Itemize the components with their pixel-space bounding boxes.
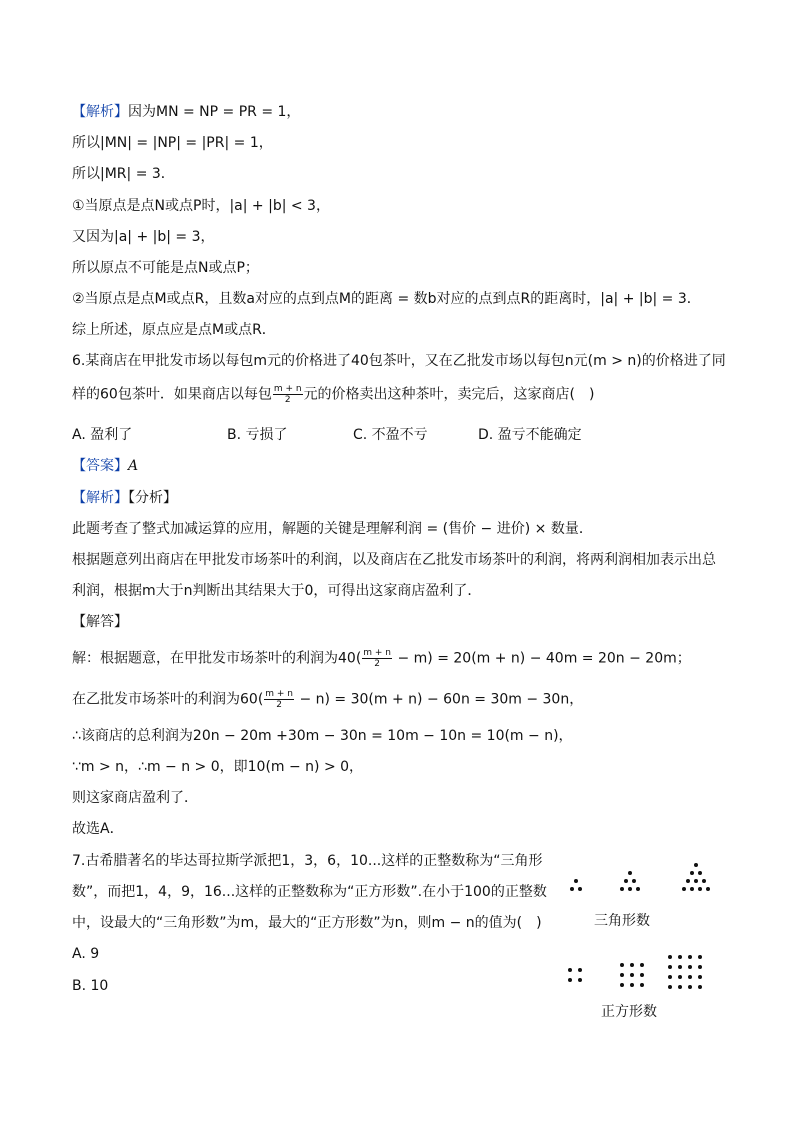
dot (630, 973, 634, 977)
dot (620, 887, 624, 891)
dot (698, 871, 702, 875)
q6-solution-line-6: 故选A． (72, 821, 124, 837)
dot (578, 978, 582, 982)
dot (694, 863, 698, 867)
solution-text: − m) = 20(m + n) − 40m = 20n − 20m； (393, 650, 691, 667)
dot (578, 887, 582, 891)
dot (568, 978, 572, 982)
dot (678, 975, 682, 979)
fraction (264, 689, 294, 710)
analysis-line-3: 所以|MR| = 3． (72, 166, 175, 182)
dot (632, 879, 636, 883)
answer-value: A (128, 458, 139, 474)
dot (690, 871, 694, 875)
dot (688, 965, 692, 969)
q7-option-b: B. 10 (72, 978, 109, 994)
q7-option-a: A. 9 (72, 946, 100, 962)
triangle-numbers-label: 三角形数 (594, 913, 650, 929)
dot (698, 985, 702, 989)
analysis-line-1 (72, 102, 300, 122)
dot (630, 983, 634, 987)
dot (706, 887, 710, 891)
analysis-line-7: ②当原点是点M或点R，且数a对应的点到点M的距离 = 数b对应的点到点R的距离时，|a| + |b| = 3． (72, 291, 701, 307)
dot (688, 985, 692, 989)
fraction-numerator: m + n (363, 648, 392, 658)
dot (574, 879, 578, 883)
analysis-subtag: 【分析】 (128, 490, 177, 506)
dot (688, 975, 692, 979)
q6-solution-line-2 (72, 689, 583, 710)
dot (570, 887, 574, 891)
answer-tag: 【答案】 (72, 458, 128, 474)
dot (668, 955, 672, 959)
dot (630, 963, 634, 967)
dot (640, 983, 644, 987)
fraction-denominator: 2 (276, 700, 283, 710)
dot (698, 887, 702, 891)
dot (636, 887, 640, 891)
fraction (362, 648, 392, 669)
square-numbers-figure (560, 952, 720, 1002)
dot (620, 983, 624, 987)
dot (678, 955, 682, 959)
dot (678, 985, 682, 989)
dot (694, 879, 698, 883)
q6-analysis-header (72, 488, 177, 508)
analysis-line-8: 综上所述，原点应是点M或点R． (72, 322, 276, 338)
solution-text: 解：根据题意，在甲批发市场茶叶的利润为40( (72, 650, 362, 667)
q6-analysis-line-3: 利润，根据m大于n判断出其结果大于0，可得出这家商店盈利了． (72, 583, 482, 599)
q7-stem-line-2: 数”，而把1，4，9，16...这样的正整数称为“正方形数”.在小于100的正整数 (72, 884, 547, 900)
analysis-tag: 【解析】 (72, 104, 128, 120)
dot (668, 965, 672, 969)
analysis-line-2: 所以|MN| = |NP| = |PR| = 1， (72, 135, 273, 151)
q6-option-d: D. 盈亏不能确定 (478, 427, 582, 443)
dot (698, 955, 702, 959)
q6-stem-text: 样的60包茶叶．如果商店以每包 (72, 386, 272, 403)
dot (640, 973, 644, 977)
q7-stem-line-3: 中，设最大的“三角形数”为m，最大的“正方形数”为n，则m − n的值为( ) (72, 915, 542, 931)
dot (698, 965, 702, 969)
dot (620, 973, 624, 977)
q6-option-a: A. 盈利了 (72, 427, 133, 443)
dot (628, 887, 632, 891)
analysis-line-5: 又因为|a| + |b| = 3， (72, 229, 215, 245)
q6-solution-tag: 【解答】 (72, 614, 128, 630)
dot (682, 887, 686, 891)
dot (690, 887, 694, 891)
q6-analysis-line-1: 此题考查了整式加减运算的应用，解题的关键是理解利润 = (售价 − 进价) × 数量． (72, 521, 593, 537)
dot (628, 871, 632, 875)
fraction-numerator: m + n (265, 689, 294, 699)
dot (668, 975, 672, 979)
fraction-denominator: 2 (374, 659, 381, 669)
q6-option-b: B. 亏损了 (227, 427, 288, 443)
q6-answer (72, 456, 138, 476)
dot (668, 985, 672, 989)
dot (640, 963, 644, 967)
q6-solution-line-3: ∴该商店的总利润为20n − 20m +30m − 30n = 10m − 10n = 10(m − n)， (72, 728, 573, 744)
dot (578, 968, 582, 972)
analysis-text: 因为MN = NP = PR = 1， (128, 104, 301, 120)
dot (568, 968, 572, 972)
dot (698, 975, 702, 979)
solution-text: 在乙批发市场茶叶的利润为60( (72, 691, 264, 708)
q7-stem-line-1: 7.古希腊著名的毕达哥拉斯学派把1，3，6，10...这样的正整数称为“三角形 (72, 853, 543, 869)
dot (624, 879, 628, 883)
square-numbers-label: 正方形数 (601, 1004, 657, 1020)
q6-stem-text: 元的价格卖出这种茶叶，卖完后，这家商店( ) (303, 386, 595, 403)
analysis-line-4: ①当原点是点N或点P时，|a| + |b| < 3， (72, 198, 330, 214)
q6-stem-line-1: 6.某商店在甲批发市场以每包m元的价格进了40包茶叶，又在乙批发市场以每包n元(m > n)的价格进了同 (72, 353, 726, 369)
fraction (273, 384, 303, 405)
fraction-numerator: m + n (273, 384, 302, 394)
analysis-line-6: 所以原点不可能是点N或点P； (72, 260, 259, 276)
dot (702, 879, 706, 883)
triangle-numbers-figure (560, 852, 730, 902)
q6-solution-line-1 (72, 648, 691, 669)
q6-analysis-line-2: 根据题意列出商店在甲批发市场茶叶的利润，以及商店在乙批发市场茶叶的利润，将两利润相加表示出总 (72, 552, 716, 568)
dot (688, 955, 692, 959)
q6-option-c: C. 不盈不亏 (353, 427, 428, 443)
fraction-denominator: 2 (284, 395, 291, 405)
analysis-tag: 【解析】 (72, 490, 128, 506)
dot (620, 963, 624, 967)
q6-solution-line-4: ∵m > n，∴m − n > 0，即10(m − n) > 0， (72, 759, 364, 775)
q6-solution-line-5: 则这家商店盈利了． (72, 790, 198, 806)
dot (678, 965, 682, 969)
q6-stem-line-2 (72, 384, 595, 405)
dot (686, 879, 690, 883)
solution-text: − n) = 30(m + n) − 60n = 30m − 30n， (295, 691, 584, 708)
